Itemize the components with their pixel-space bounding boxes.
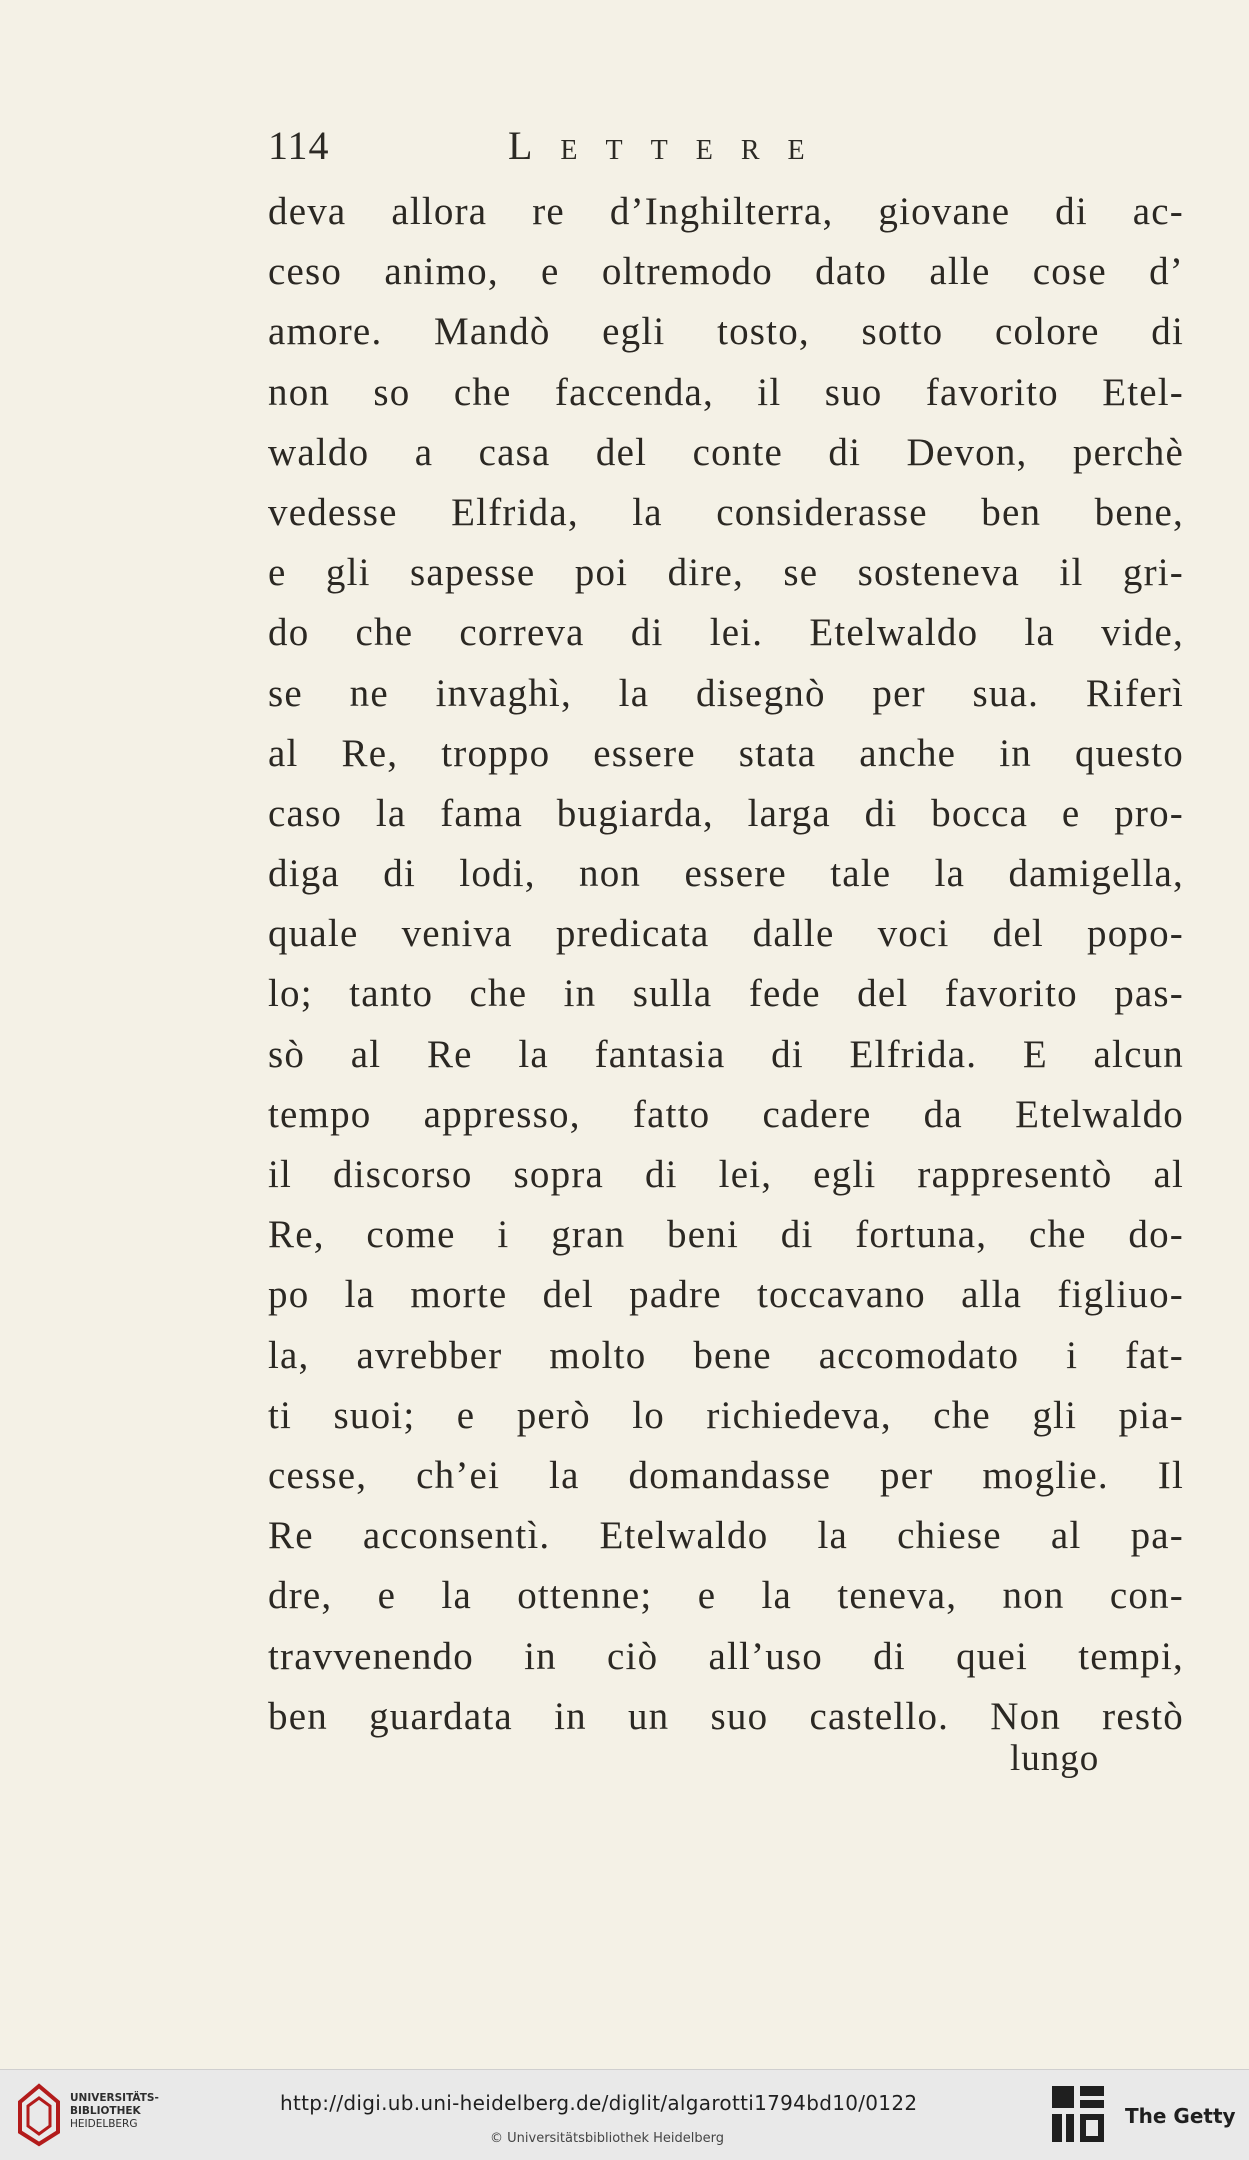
text-line: amore. Mandò egli tosto, sotto colore di [268,310,1184,354]
text-line: caso la fama bugiarda, larga di bocca e pro- [268,791,1184,835]
permalink-url[interactable]: http://digi.ub.uni-heidelberg.de/diglit/algarotti1794bd10/0122 [280,2091,918,2115]
text-line: ti suoi; e però lo richiedeva, che gli pia- [268,1393,1184,1437]
text-line: po la morte del padre toccavano alla figliuo- [268,1273,1184,1317]
text-line: dre, e la ottenne; e la teneva, non con- [268,1574,1184,1618]
text-line: Re acconsentì. Etelwaldo la chiese al pa- [268,1514,1184,1558]
text-line: do che correva di lei. Etelwaldo la vide, [268,611,1184,655]
text-line: al Re, troppo essere stata anche in questo [268,731,1184,775]
text-line: ceso animo, e oltremodo dato alle cose d’ [268,250,1184,294]
footer-bar [0,2069,1249,2160]
text-line: vedesse Elfrida, la considerasse ben bene, [268,490,1184,534]
text-line: waldo a casa del conte di Devon, perchè [268,430,1184,474]
text-line: sò al Re la fantasia di Elfrida. E alcun [268,1032,1184,1076]
university-name-line: UNIVERSITÄTS- [70,2092,159,2104]
university-name [70,2092,159,2131]
text-line: diga di lodi, non essere tale la damigella, [268,852,1184,896]
text-line: il discorso sopra di lei, egli rappresentò al [268,1153,1184,1196]
text-line: e gli sapesse poi dire, se sosteneva il gri- [268,551,1184,595]
text-line: la, avrebber molto bene accomodato i fat- [268,1333,1184,1377]
catchword: lungo [1010,1738,1100,1779]
getty-logo-icon [1050,2084,1108,2146]
text-line: travvenendo in ciò all’uso di quei tempi, [268,1634,1184,1678]
text-line: ben guardata in un suo castello. Non restò [268,1694,1184,1738]
page-number: 114 [268,123,330,168]
text-line: Re, come i gran beni di fortuna, che do- [268,1213,1184,1257]
text-line: quale veniva predicata dalle voci del popo- [268,912,1184,956]
text-line: tempo appresso, fatto cadere da Etelwaldo [268,1092,1184,1136]
university-logo-icon [14,2082,64,2148]
university-name-line: HEIDELBERG [70,2118,138,2130]
body-text [268,182,1188,1747]
text-line: cesse, ch’ei la domandasse per moglie. Il [268,1453,1184,1497]
text-line: se ne invaghì, la disegnò per sua. Riferì [268,671,1184,715]
text-line: non so che faccenda, il suo favorito Etel- [268,370,1184,414]
getty-partner-name: The Getty [1125,2104,1236,2128]
university-name-line: BIBLIOTHEK [70,2105,141,2117]
text-line: lo; tanto che in sulla fede del favorito pas- [268,972,1184,1016]
page-header [268,122,908,182]
text-line: deva allora re d’Inghilterra, giovane di ac- [268,190,1184,233]
running-title: Lettere [508,123,833,168]
copyright-notice: © Universitätsbibliothek Heidelberg [490,2131,725,2146]
